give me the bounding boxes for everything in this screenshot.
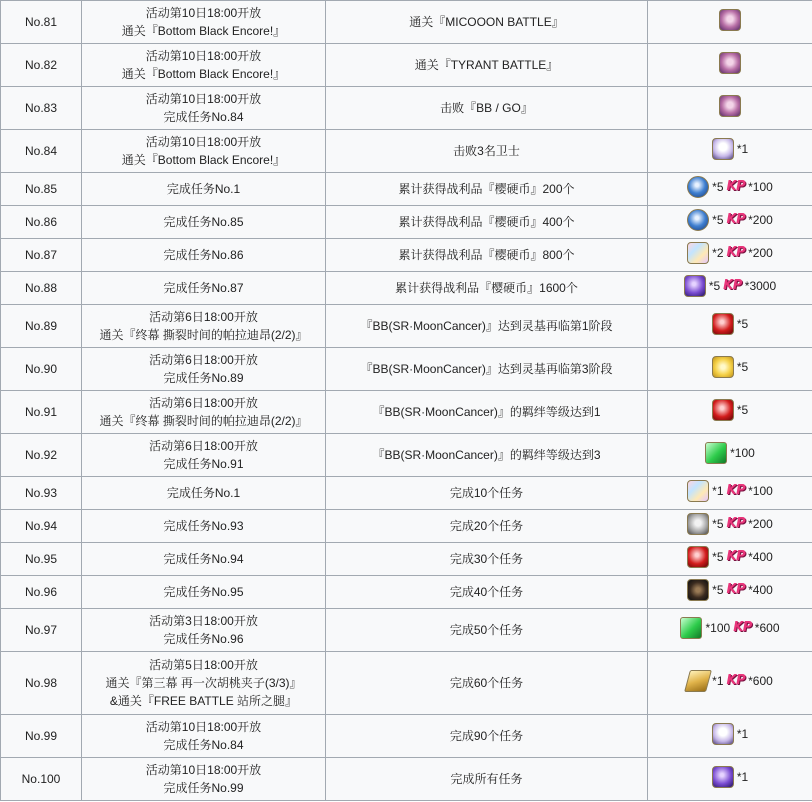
condition-line: 活动第10日18:00开放: [145, 720, 262, 734]
reward-quantity: *1: [736, 726, 749, 741]
reward-quantity: *5: [736, 316, 749, 331]
mission-number: No.100: [1, 758, 82, 801]
mission-condition: [82, 576, 326, 609]
condition-line: 活动第3日18:00开放: [149, 614, 258, 628]
mission-reward: [648, 391, 812, 434]
red-gem-icon[interactable]: [712, 399, 734, 421]
condition-line: &通关『FREE BATTLE 站所之腿』: [109, 694, 298, 708]
condition-line: 通关『Bottom Black Encore!』: [121, 153, 286, 167]
reward-quantity: *5: [708, 278, 721, 293]
mission-reward: [648, 477, 812, 510]
mission-number: No.94: [1, 510, 82, 543]
condition-line: 活动第6日18:00开放: [149, 310, 258, 324]
kp-icon: KP: [726, 178, 746, 194]
table-row: [1, 543, 812, 576]
mission-description: 完成60个任务: [326, 652, 648, 715]
reward-quantity: *400: [748, 582, 773, 597]
reward-quantity: *2: [712, 245, 724, 260]
table-row: [1, 239, 812, 272]
mission-number: No.99: [1, 715, 82, 758]
condition-line: 活动第5日18:00开放: [149, 658, 258, 672]
condition-line: 完成任务No.84: [163, 738, 244, 752]
condition-line: 通关『终幕 撕裂时间的帕拉迪昂(2/2)』: [99, 414, 308, 428]
mission-description: 累计获得战利品『樱硬币』400个: [326, 206, 648, 239]
condition-line: 完成任务No.94: [163, 552, 244, 566]
reward-quantity: *200: [748, 516, 773, 531]
mission-description: 『BB(SR·MoonCancer)』的羁绊等级达到3: [326, 434, 648, 477]
table-row: [1, 130, 812, 173]
condition-line: 完成任务No.87: [163, 281, 244, 295]
mission-condition: [82, 130, 326, 173]
table-row: [1, 609, 812, 652]
mission-number: No.81: [1, 1, 82, 44]
fou-icon[interactable]: [712, 723, 734, 745]
mission-description: 完成10个任务: [326, 477, 648, 510]
kp-icon: KP: [726, 211, 746, 227]
mission-reward: [648, 576, 812, 609]
mission-description: 完成50个任务: [326, 609, 648, 652]
mission-reward: [648, 1, 812, 44]
reward-group: [680, 617, 779, 639]
mission-description: 累计获得战利品『樱硬币』800个: [326, 239, 648, 272]
table-row: [1, 391, 812, 434]
table-row: [1, 44, 812, 87]
reward-quantity: *5: [736, 359, 749, 374]
mission-description: 完成40个任务: [326, 576, 648, 609]
reward-group: [705, 442, 755, 464]
mission-number: No.93: [1, 477, 82, 510]
reward-group: [687, 546, 773, 568]
mission-reward: [648, 173, 812, 206]
condition-line: 活动第6日18:00开放: [149, 439, 258, 453]
condition-line: 通关『Bottom Black Encore!』: [121, 67, 286, 81]
mission-number: No.82: [1, 44, 82, 87]
mission-description: 完成30个任务: [326, 543, 648, 576]
condition-line: 通关『第三幕 再一次胡桃夹子(3/3)』: [105, 676, 302, 690]
mission-description: 完成20个任务: [326, 510, 648, 543]
mission-reward: [648, 130, 812, 173]
mission-table-body: [1, 1, 812, 801]
condition-line: 完成任务No.95: [163, 585, 244, 599]
reward-quantity: *5: [712, 582, 724, 597]
reward-quantity: *5: [736, 402, 749, 417]
table-row: [1, 434, 812, 477]
kp-icon: KP: [733, 619, 752, 635]
condition-line: 完成任务No.93: [163, 519, 244, 533]
table-row: [1, 652, 812, 715]
mission-description: 完成90个任务: [326, 715, 648, 758]
servant-pink-icon[interactable]: [719, 9, 741, 31]
reward-group: [687, 579, 773, 601]
mission-condition: [82, 715, 326, 758]
mission-number: No.89: [1, 305, 82, 348]
reward-group: [712, 313, 748, 335]
dark-face-icon[interactable]: [687, 579, 709, 601]
fou-icon[interactable]: [712, 138, 734, 160]
servant-pink-icon[interactable]: [719, 52, 741, 74]
table-row: [1, 1, 812, 44]
red-gem-icon[interactable]: [712, 313, 734, 335]
table-row: [1, 272, 812, 305]
mission-condition: [82, 652, 326, 715]
condition-line: 完成任务No.1: [166, 486, 241, 500]
mission-condition: [82, 44, 326, 87]
mission-condition: [82, 477, 326, 510]
reward-quantity: *1: [736, 769, 749, 784]
mission-reward: [648, 758, 812, 801]
mission-condition: [82, 758, 326, 801]
reward-quantity: *5: [712, 516, 724, 531]
reward-quantity: *400: [748, 549, 773, 564]
table-row: [1, 206, 812, 239]
mission-reward: [648, 609, 812, 652]
gold-bar-icon[interactable]: [684, 670, 712, 692]
mission-reward: [648, 510, 812, 543]
mission-condition: [82, 173, 326, 206]
mission-number: No.85: [1, 173, 82, 206]
rainbow-icon[interactable]: [687, 242, 709, 264]
purple-card-icon[interactable]: [712, 766, 734, 788]
condition-line: 完成任务No.89: [163, 371, 244, 385]
gold-icon[interactable]: [712, 356, 734, 378]
reward-quantity: *3000: [744, 278, 777, 293]
purple-orb-icon[interactable]: [684, 275, 706, 297]
condition-line: 完成任务No.96: [163, 632, 244, 646]
reward-quantity: *1: [712, 673, 724, 688]
reward-quantity: *600: [748, 673, 773, 688]
mission-condition: [82, 543, 326, 576]
mission-condition: [82, 510, 326, 543]
table-row: [1, 173, 812, 206]
condition-line: 完成任务No.86: [163, 248, 244, 262]
mission-condition: [82, 272, 326, 305]
mission-number: No.92: [1, 434, 82, 477]
reward-quantity: *5: [712, 549, 724, 564]
reward-group: [687, 209, 773, 231]
mission-condition: [82, 239, 326, 272]
reward-group: [712, 766, 748, 788]
condition-line: 完成任务No.1: [166, 182, 241, 196]
table-row: [1, 477, 812, 510]
condition-line: 完成任务No.85: [163, 215, 244, 229]
condition-line: 活动第10日18:00开放: [145, 763, 262, 777]
servant-pink-icon[interactable]: [719, 95, 741, 117]
mission-condition: [82, 391, 326, 434]
reward-group: [684, 275, 776, 297]
reward-group: [687, 670, 773, 692]
reward-quantity: *100: [748, 179, 773, 194]
reward-quantity: *200: [748, 212, 773, 227]
green-cube-icon[interactable]: [705, 442, 727, 464]
kp-icon: KP: [726, 515, 746, 531]
mission-reward: [648, 87, 812, 130]
crystal-icon[interactable]: [687, 480, 709, 502]
condition-line: 活动第10日18:00开放: [145, 135, 262, 149]
red-gem-icon[interactable]: [687, 546, 709, 568]
table-row: [1, 510, 812, 543]
reward-group: [712, 356, 748, 378]
blue-gem-icon[interactable]: [687, 176, 709, 198]
mission-condition: [82, 434, 326, 477]
kp-icon: KP: [726, 548, 746, 564]
table-row: [1, 758, 812, 801]
reward-quantity: *1: [736, 141, 749, 156]
mission-number: No.84: [1, 130, 82, 173]
condition-line: 活动第10日18:00开放: [145, 92, 262, 106]
condition-line: 完成任务No.84: [163, 110, 244, 124]
mission-number: No.91: [1, 391, 82, 434]
table-row: [1, 348, 812, 391]
mission-condition: [82, 206, 326, 239]
reward-quantity: *5: [712, 179, 724, 194]
mission-reward: [648, 348, 812, 391]
mission-description: 『BB(SR·MoonCancer)』达到灵基再临第1阶段: [326, 305, 648, 348]
kp-icon: KP: [726, 581, 746, 597]
condition-line: 完成任务No.99: [163, 781, 244, 795]
mission-number: No.96: [1, 576, 82, 609]
reward-quantity: *200: [748, 245, 773, 260]
condition-line: 活动第6日18:00开放: [149, 353, 258, 367]
table-row: [1, 715, 812, 758]
mission-condition: [82, 609, 326, 652]
kp-icon: KP: [726, 672, 746, 688]
mission-description: 累计获得战利品『樱硬币』200个: [326, 173, 648, 206]
mission-number: No.90: [1, 348, 82, 391]
condition-line: 活动第10日18:00开放: [145, 6, 262, 20]
mission-reward: [648, 239, 812, 272]
mission-condition: [82, 305, 326, 348]
mission-reward: [648, 715, 812, 758]
mission-number: No.87: [1, 239, 82, 272]
mission-description: 『BB(SR·MoonCancer)』达到灵基再临第3阶段: [326, 348, 648, 391]
reward-group: [719, 52, 741, 74]
reward-group: [712, 138, 748, 160]
table-row: [1, 305, 812, 348]
mission-description: 完成所有任务: [326, 758, 648, 801]
table-row: [1, 87, 812, 130]
reward-quantity: *1: [712, 483, 724, 498]
kp-icon: KP: [726, 482, 746, 498]
mission-description: 通关『MICOOON BATTLE』: [326, 1, 648, 44]
condition-line: 活动第10日18:00开放: [145, 49, 262, 63]
reward-group: [712, 399, 748, 421]
mission-reward: [648, 434, 812, 477]
condition-line: 完成任务No.91: [163, 457, 244, 471]
reward-group: [712, 723, 748, 745]
green-cube-icon[interactable]: [680, 617, 702, 639]
reward-quantity: *600: [754, 620, 780, 635]
condition-line: 通关『Bottom Black Encore!』: [121, 24, 286, 38]
kp-icon: KP: [723, 277, 742, 293]
mission-number: No.88: [1, 272, 82, 305]
mission-reward: [648, 272, 812, 305]
kp-icon: KP: [726, 244, 746, 260]
mission-reward: [648, 543, 812, 576]
mission-number: No.95: [1, 543, 82, 576]
reward-group: [687, 176, 773, 198]
mission-number: No.86: [1, 206, 82, 239]
mission-reward: [648, 206, 812, 239]
mission-condition: [82, 348, 326, 391]
reward-group: [687, 513, 773, 535]
reward-group: [687, 480, 773, 502]
mission-description: 击败3名卫士: [326, 130, 648, 173]
reward-quantity: *5: [712, 212, 724, 227]
reward-quantity: *100: [730, 445, 755, 460]
mission-reward: [648, 652, 812, 715]
mission-number: No.97: [1, 609, 82, 652]
reward-group: [719, 9, 741, 31]
grey-statue-icon[interactable]: [687, 513, 709, 535]
mission-condition: [82, 1, 326, 44]
mission-description: 累计获得战利品『樱硬币』1600个: [326, 272, 648, 305]
condition-line: 活动第6日18:00开放: [149, 396, 258, 410]
mission-description: 『BB(SR·MoonCancer)』的羁绊等级达到1: [326, 391, 648, 434]
mission-condition: [82, 87, 326, 130]
condition-line: 通关『终幕 撕裂时间的帕拉迪昂(2/2)』: [99, 328, 308, 342]
blue-gem-icon[interactable]: [687, 209, 709, 231]
reward-quantity: *100: [748, 483, 773, 498]
mission-reward: [648, 305, 812, 348]
reward-quantity: *100: [705, 620, 731, 635]
mission-description: 通关『TYRANT BATTLE』: [326, 44, 648, 87]
reward-group: [687, 242, 773, 264]
mission-number: No.98: [1, 652, 82, 715]
mission-number: No.83: [1, 87, 82, 130]
reward-group: [719, 95, 741, 117]
table-row: [1, 576, 812, 609]
mission-description: 击败『BB / GO』: [326, 87, 648, 130]
mission-reward: [648, 44, 812, 87]
